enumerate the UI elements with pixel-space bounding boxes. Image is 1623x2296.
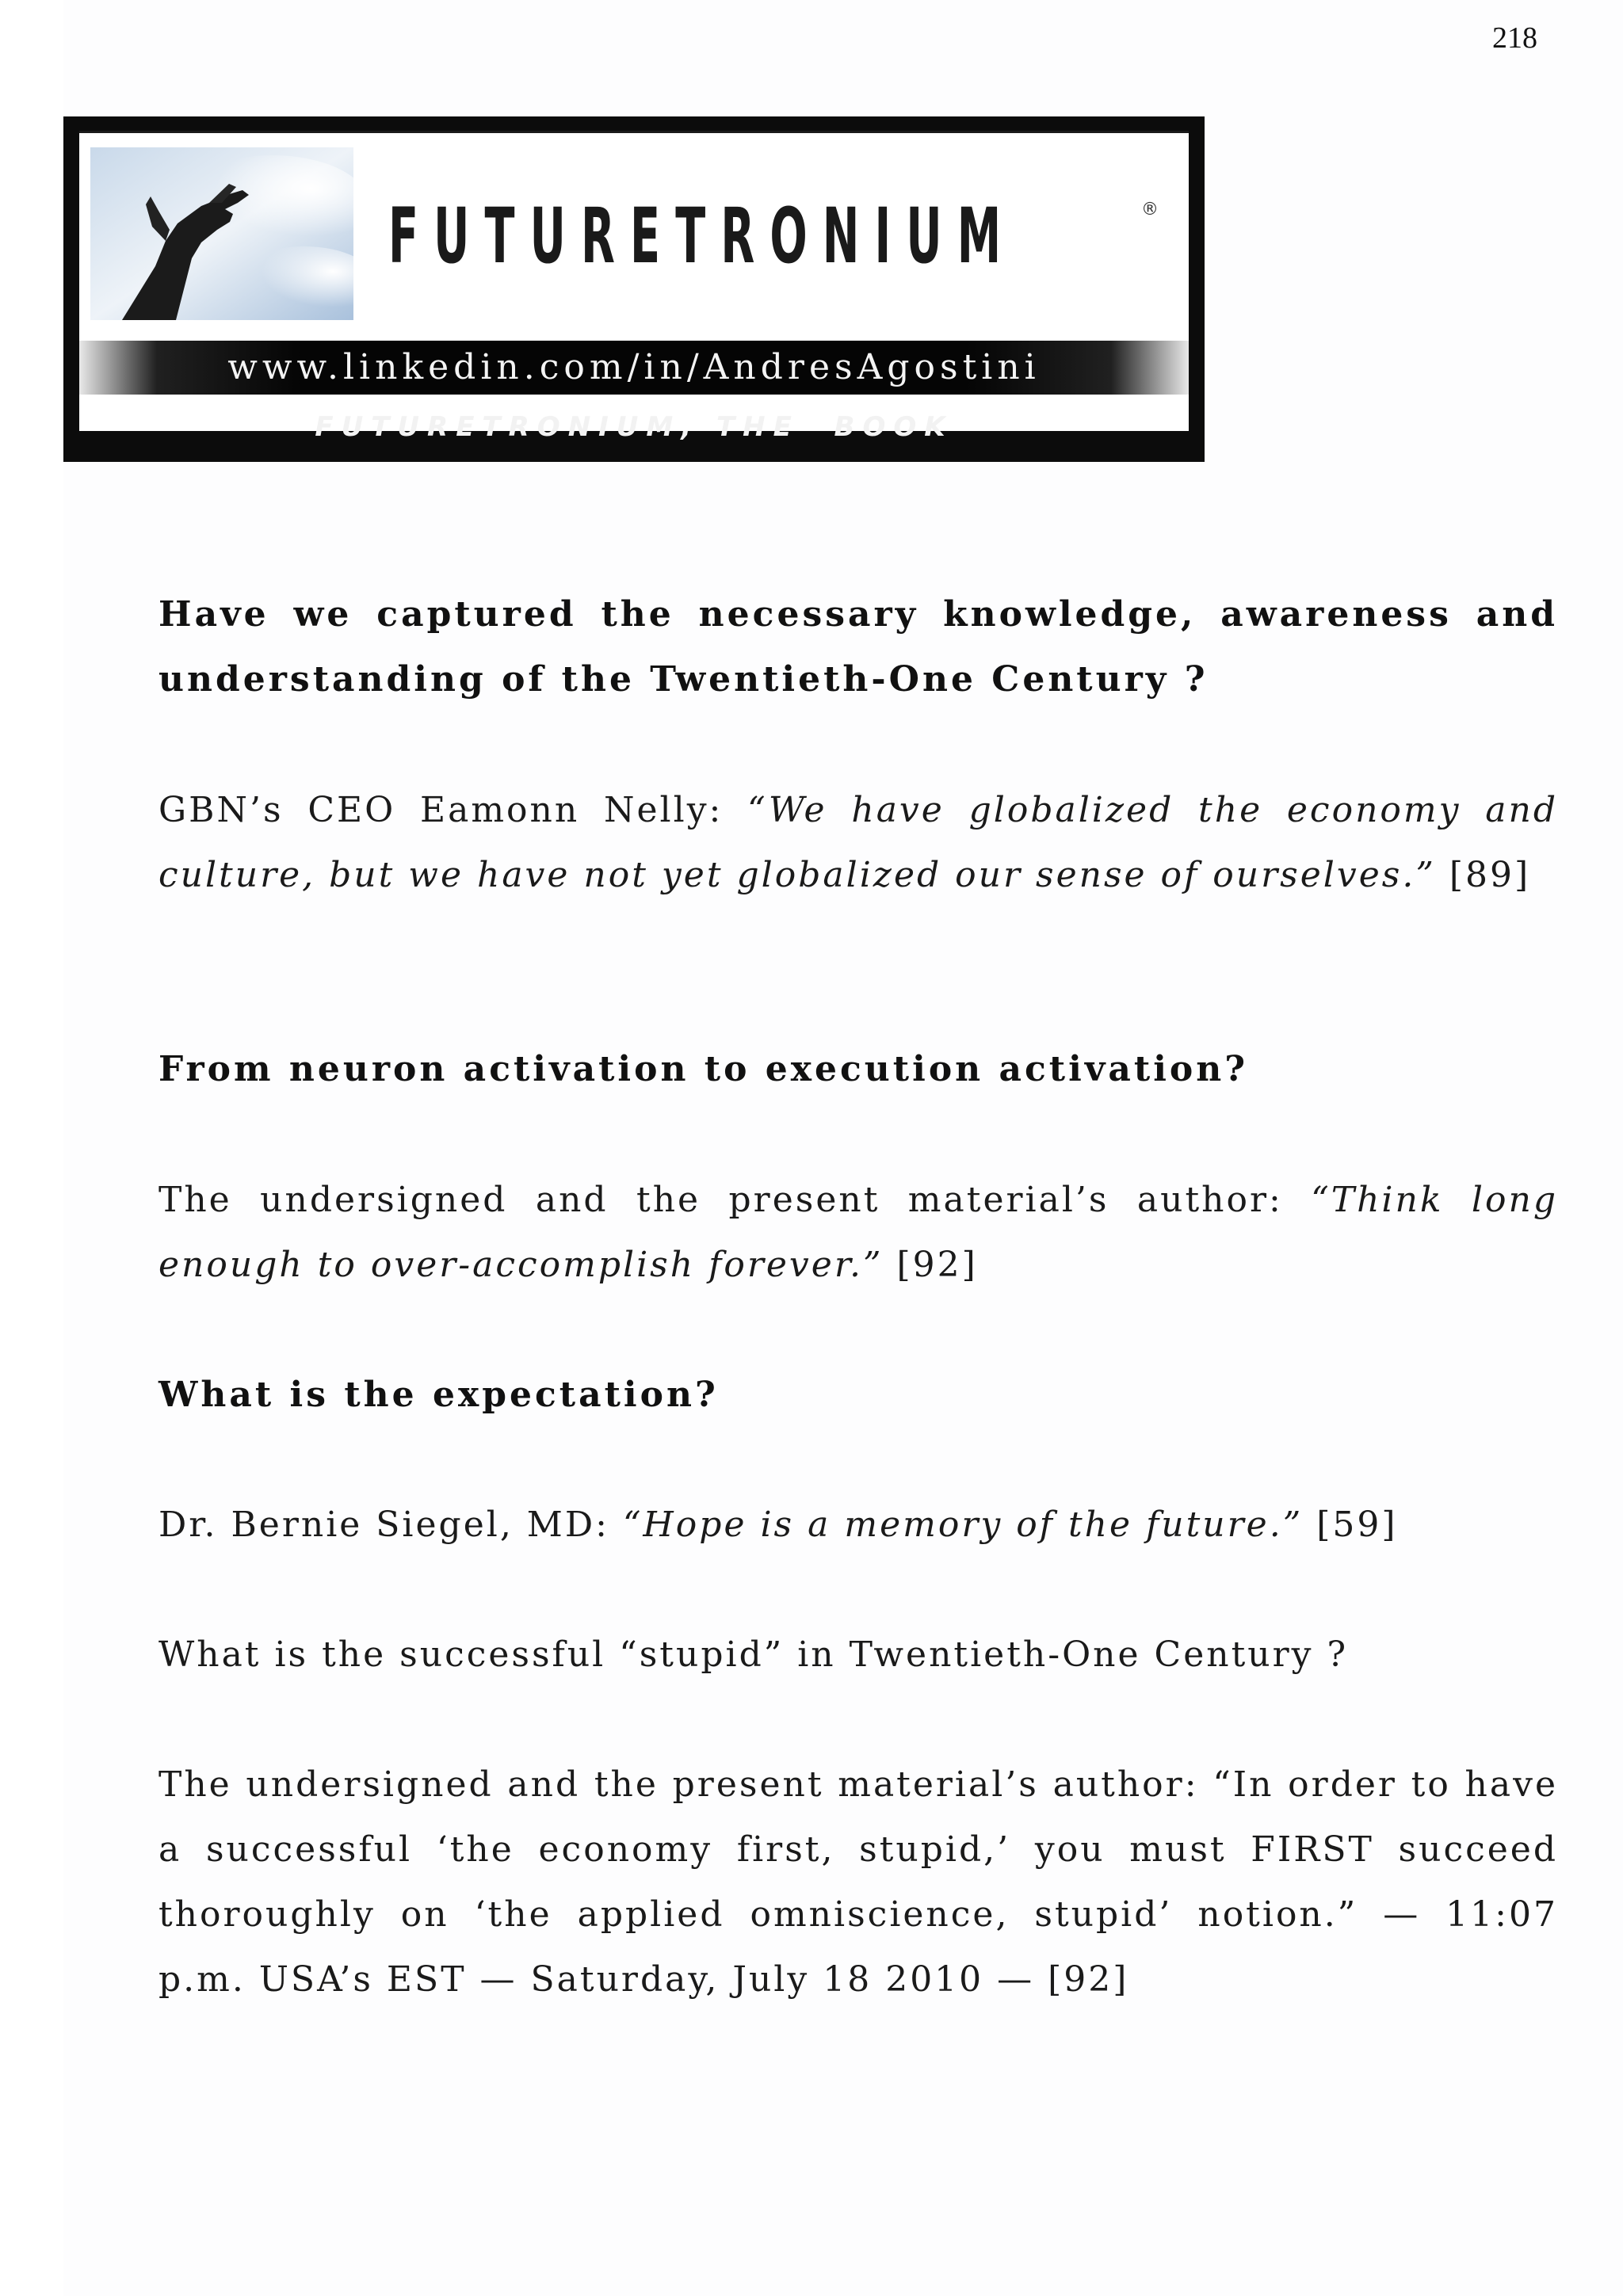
banner-panel (79, 131, 1189, 431)
heading-knowledge: Have we captured the necessary knowledge, awareness and understanding of the Twentieth-One Century ? (158, 594, 1558, 700)
hand-reaching-sky-icon (90, 147, 353, 320)
quote-speaker: GBN’s CEO Eamonn Nelly: (158, 790, 748, 830)
quote-text: “Hope is a memory of the future.” (622, 1505, 1304, 1545)
quote-ref: [89] (1435, 855, 1531, 895)
page-number: 218 (1492, 21, 1537, 55)
quote-paragraph-nelly (158, 778, 1558, 908)
banner-subtitle: FUTURETRONIUM, THE BOOK (315, 411, 953, 443)
quote-paragraph-siegel (158, 1493, 1558, 1558)
banner-url: www.linkedin.com/in/AndresAgostini (227, 347, 1041, 387)
futuretronium-banner (63, 116, 1205, 462)
quote-text: “Think long enough to over-accomplish forever.” (158, 1180, 1558, 1285)
quote-speaker: Dr. Bernie Siegel, MD: (158, 1505, 623, 1545)
registered-mark: ® (1141, 200, 1159, 219)
quote-ref: [59] (1303, 1505, 1398, 1545)
paragraph-author-economy: The undersigned and the present material’s author: “In order to have a successful ‘the economy first, stupid,’ you must FIRST succeed thoroughly on ‘the applied omniscience, stupid’ notion.” — 11:07 p.m. USA’s EST — Saturday, July 18 2010 — [92] (158, 1764, 1558, 2000)
quote-paragraph-author (158, 1168, 1558, 1298)
quote-speaker: The undersigned and the present material’s author: (158, 1180, 1312, 1220)
heading-neuron-activation: From neuron activation to execution activation? (158, 1049, 1249, 1089)
banner-brand-title: FUTURETRONIUM (388, 192, 1017, 280)
heading-expectation: What is the expectation? (158, 1375, 719, 1415)
quote-ref: [92] (883, 1245, 978, 1285)
question-successful-stupid: What is the successful “stupid” in Twentieth-One Century ? (158, 1634, 1349, 1675)
quote-text: “We have globalized the economy and culture, but we have not yet globalized our sense of ourselves.” (158, 790, 1558, 895)
